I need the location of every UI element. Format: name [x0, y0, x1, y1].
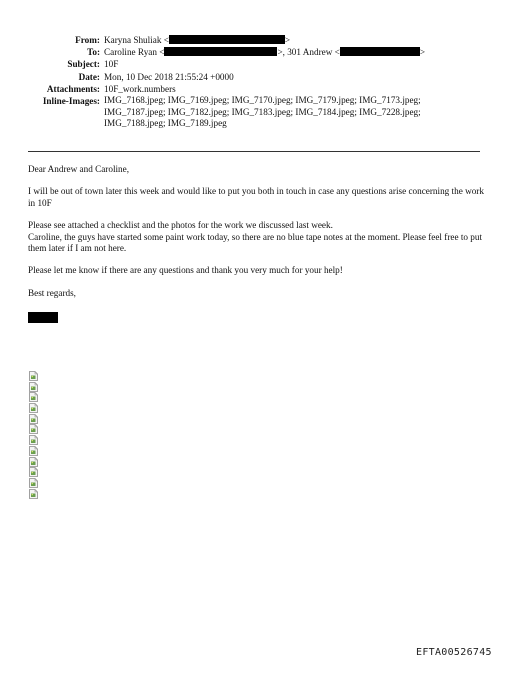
paragraph-3: Please let me know if there are any questions and thank you very much for your help!	[28, 265, 343, 276]
email-header	[0, 34, 512, 131]
broken-image-icon[interactable]	[29, 414, 38, 424]
paragraph-2-line-2: Caroline, the guys have started some paint work today, so there are no blue tape notes at the moment. Please feel free to put them later if I am not here.	[28, 231, 483, 254]
paragraph-1: I will be out of town later this week and would like to put you both in touch in case any questions arise concerning the work in 10F	[28, 186, 484, 208]
greeting: Dear Andrew and Caroline,	[28, 164, 130, 174]
document-id: EFTA00526745	[416, 647, 492, 658]
subject-row	[0, 58, 512, 70]
date-row	[0, 71, 512, 83]
inline-images-row	[0, 95, 512, 131]
subject-value: 10F	[104, 59, 119, 70]
subject-label: Subject:	[67, 59, 100, 70]
from-row	[0, 34, 512, 46]
closing: Best regards,	[28, 287, 76, 298]
header-divider	[28, 151, 480, 152]
to-label: To:	[87, 47, 100, 58]
email-body	[28, 164, 488, 310]
inline-images-value	[104, 95, 421, 130]
to-close: >	[419, 47, 426, 58]
redaction-box	[169, 35, 285, 44]
from-label: From:	[75, 35, 100, 45]
to-name-1: Caroline Ryan <	[104, 47, 165, 58]
to-value	[104, 46, 425, 58]
inline-images-line: IMG_7188.jpeg; IMG_7189.jpeg	[104, 118, 227, 129]
paragraph-2-line-1: Please see attached a checklist and the photos for the work we discussed last week.	[28, 220, 333, 231]
broken-image-icon[interactable]	[29, 435, 38, 445]
from-value	[104, 34, 290, 46]
inline-images-line: IMG_7187.jpeg; IMG_7182.jpeg; IMG_7183.jpeg; IMG_7184.jpeg; IMG_7228.jpeg;	[104, 106, 421, 117]
inline-images-line: IMG_7168.jpeg; IMG_7169.jpeg; IMG_7170.jpeg; IMG_7179.jpeg; IMG_7173.jpeg;	[104, 94, 421, 105]
broken-image-icon[interactable]	[29, 446, 38, 456]
attachments-label: Attachments:	[46, 83, 100, 94]
from-close: >	[284, 35, 291, 45]
from-name: Karyna Shuliak <	[104, 35, 169, 45]
attachments-row	[0, 83, 512, 95]
signature-redaction	[28, 312, 58, 323]
paragraph-2	[28, 220, 488, 254]
date-label: Date:	[78, 71, 100, 82]
broken-image-icon[interactable]	[29, 424, 38, 434]
inline-image-placeholders	[29, 371, 41, 499]
broken-image-icon[interactable]	[29, 371, 38, 381]
broken-image-icon[interactable]	[29, 392, 38, 402]
attachments-value[interactable]: 10F_work.numbers	[104, 83, 176, 94]
to-row	[0, 46, 512, 58]
broken-image-icon[interactable]	[29, 457, 38, 467]
broken-image-icon[interactable]	[29, 489, 38, 499]
date-value: Mon, 10 Dec 2018 21:55:24 +0000	[104, 71, 234, 82]
broken-image-icon[interactable]	[29, 382, 38, 392]
redaction-box	[164, 47, 277, 56]
redaction-box	[340, 47, 420, 56]
broken-image-icon[interactable]	[29, 478, 38, 488]
broken-image-icon[interactable]	[29, 467, 38, 477]
broken-image-icon[interactable]	[29, 403, 38, 413]
to-separator: >, 301 Andrew <	[277, 47, 340, 58]
inline-images-label: Inline-Images:	[42, 95, 100, 106]
